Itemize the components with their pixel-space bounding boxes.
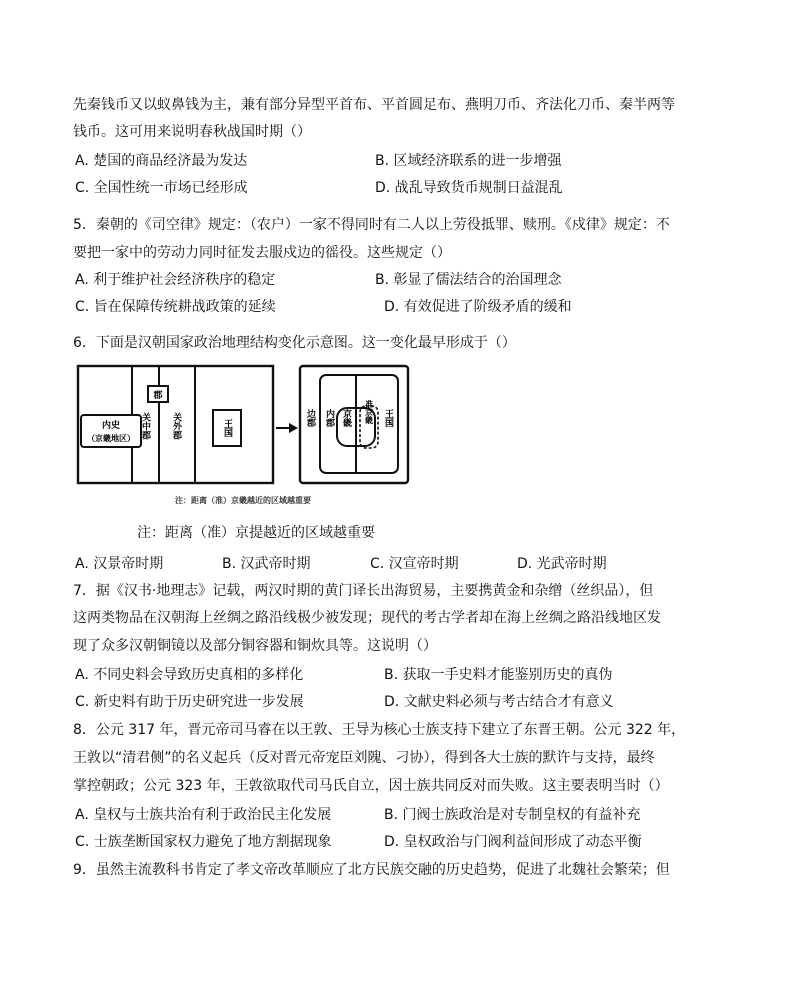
neijun-label: 内郡 xyxy=(324,409,334,427)
q6-caption: 注：距离（准）京提越近的区域越重要 xyxy=(137,525,375,541)
q5-option-a: A. 利于维护社会经济秩序的稳定 xyxy=(75,272,276,288)
q8-option-a: A. 皇权与士族共治有利于政治民主化发展 xyxy=(75,807,332,823)
q4-option-a: A. 楚国的商品经济最为发达 xyxy=(75,153,248,169)
left-wangguo-label: 王国 xyxy=(222,419,232,437)
q8-stem-line-3: 掌控朝政；公元 323 年，王敦欲取代司马氏自立，因士族共同反对而失败。这主要表明当时（） xyxy=(73,778,669,794)
neishi-label: 内史 xyxy=(101,421,121,431)
han-political-geography-diagram xyxy=(75,362,412,512)
guanzhong-label: 关中郡 xyxy=(140,412,150,440)
q4-stem-line-1: 先秦钱币又以蚁鼻钱为主，兼有部分异型平首布、平首圆足布、燕明刀币、齐法化刀币、秦半两等 xyxy=(73,97,675,113)
right-jingji-label: 京畿 xyxy=(341,409,351,427)
q9-stem-line-1: 9．虽然主流教科书肯定了孝文帝改革顺应了北方民族交融的历史趋势，促进了北魏社会繁荣；但 xyxy=(73,862,670,878)
q7-option-a: A. 不同史料会导致历史真相的多样化 xyxy=(75,667,304,683)
q5-option-d: D. 有效促进了阶级矛盾的缓和 xyxy=(384,299,572,315)
q5-option-b: B. 彰显了儒法结合的治国理念 xyxy=(375,272,562,288)
q8-option-d: D. 皇权政治与门阀利益间形成了动态平衡 xyxy=(384,834,642,850)
q6-option-a: A. 汉景帝时期 xyxy=(75,556,164,572)
left-jingji-label: （京畿地区） xyxy=(87,434,135,443)
right-wangguo-label: 王国 xyxy=(383,409,393,427)
q5-stem-line-1: 5．秦朝的《司空律》规定：（农户）一家不得同时有二人以上劳役抵罪、赎刑。《戍律》规定：不 xyxy=(73,217,670,233)
q4-option-d: D. 战乱导致货币规制日益混乱 xyxy=(375,180,563,196)
q4-option-b: B. 区域经济联系的进一步增强 xyxy=(375,153,562,169)
q5-stem-line-2: 要把一家中的劳动力同时征发去服戍边的徭役。这些规定（） xyxy=(73,245,451,261)
q6-option-c: C. 汉宣帝时期 xyxy=(370,556,459,572)
q6-stem-line-1: 6．下面是汉朝国家政治地理结构变化示意图。这一变化最早形成于（） xyxy=(73,335,516,351)
q5-option-c: C. 旨在保障传统耕战政策的延续 xyxy=(75,299,276,315)
jun-label: 郡 xyxy=(153,391,163,401)
q7-stem-line-1: 7．据《汉书·地理志》记载，两汉时期的黄门译长出海贸易，主要携黄金和杂缯（丝织品），但 xyxy=(73,583,654,599)
q8-option-b: B. 门阀士族政治是对专制皇权的有益补充 xyxy=(384,807,641,823)
q6-option-d: D. 光武帝时期 xyxy=(517,556,607,572)
q4-stem-line-2: 钱币。这可用来说明春秋战国时期（） xyxy=(73,124,311,140)
q8-stem-line-2: 王敦以“清君侧”的名义起兵（反对晋元帝宠臣刘隗、刁协），得到各大士族的默许与支持，最终 xyxy=(73,750,655,766)
q8-stem-line-1: 8．公元 317 年，晋元帝司马睿在以王敦、王导为核心士族支持下建立了东晋王朝。公元 322 年， xyxy=(73,722,686,738)
bianjun-label: 边郡 xyxy=(305,409,315,427)
q4-option-c: C. 全国性统一市场已经形成 xyxy=(75,180,248,196)
q8-option-c: C. 士族垄断国家权力避免了地方割据现象 xyxy=(75,834,332,850)
q7-option-d: D. 文献史料必须与考古结合才有意义 xyxy=(384,694,614,710)
q7-stem-line-3: 现了众多汉朝铜镜以及部分铜容器和铜炊具等。这说明（） xyxy=(73,638,437,654)
q6-option-b: B. 汉武帝时期 xyxy=(222,556,311,572)
zhunjingji-label: 准京畿 xyxy=(364,400,374,424)
q7-option-c: C. 新史料有助于历史研究进一步发展 xyxy=(75,694,304,710)
q7-stem-line-2: 这两类物品在汉朝海上丝绸之路沿线极少被发现；现代的考古学者却在海上丝绸之路沿线地区发 xyxy=(73,610,661,626)
q7-option-b: B. 获取一手史料才能鉴别历史的真伪 xyxy=(384,667,613,683)
guanwai-label: 关外郡 xyxy=(171,412,181,440)
diagram-note: 注：距离（准）京畿越近的区域越重要 xyxy=(175,496,311,505)
